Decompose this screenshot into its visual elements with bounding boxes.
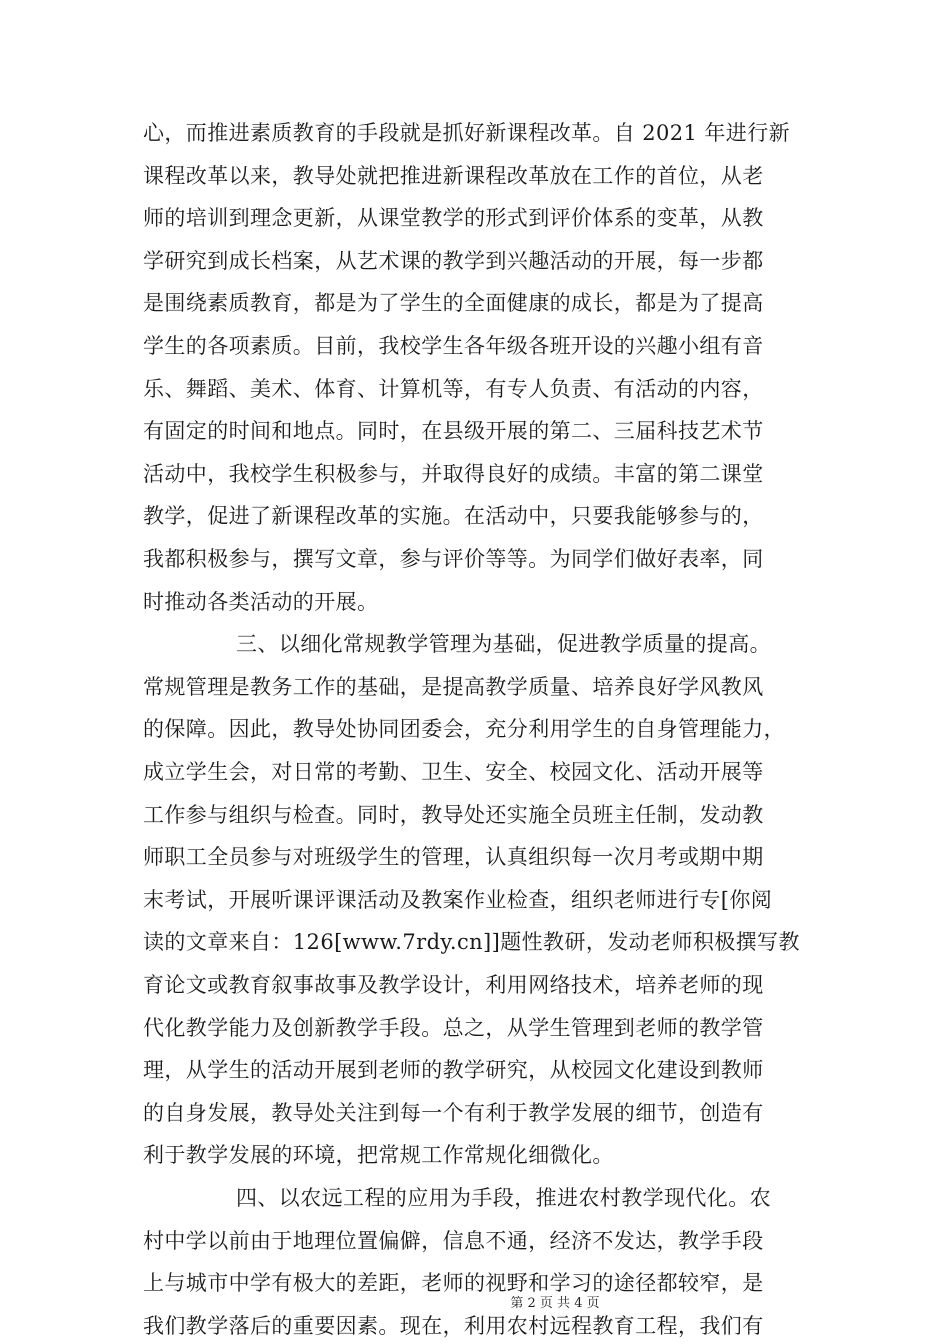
text-line: 的自身发展，教导处关注到每一个有利于教学发展的细节，创造有 [143,1100,764,1125]
text-line: 村中学以前由于地理位置偏僻，信息不通，经济不发达，教学手段 [143,1228,764,1253]
text-line: 心，而推进素质教育的手段就是抓好新课程改革。自 2021 年进行新 [143,121,790,145]
text-line: 课程改革以来，教导处就把推进新课程改革放在工作的首位，从老 [143,163,764,188]
text-line: 育论文或教育叙事故事及教学设计，利用网络技术，培养老师的现 [143,973,764,997]
text-line: 上与城市中学有极大的差距，老师的视野和学习的途径都较窄，是 [143,1271,764,1296]
text-line: 活动中，我校学生积极参与，并取得良好的成绩。丰富的第二课堂 [143,461,764,486]
text-line: 学研究到成长档案，从艺术课的教学到兴趣活动的开展，每一步都 [143,248,764,273]
text-line: 利于教学发展的环境，把常规工作常规化细微化。 [143,1143,614,1168]
text-line: 代化教学能力及创新教学手段。总之，从学生管理到老师的教学管 [143,1015,764,1040]
page-number-footer: 第 2 页 共 4 页 [510,1296,600,1311]
text-line: 成立学生会，对日常的考勤、卫生、安全、校园文化、活动开展等 [143,760,764,784]
text-line: 师的培训到理念更新，从课堂教学的形式到评价体系的变革，从教 [143,206,764,231]
text-line: 学生的各项素质。目前，我校学生各年级各班开设的兴趣小组有音 [143,334,764,358]
text-line: 我们教学落后的重要因素。现在，利用农村远程教育工程，我们有 [143,1313,764,1338]
text-line: 乐、舞蹈、美术、体育、计算机等，有专人负责、有活动的内容， [143,376,764,401]
section-heading: 三、以细化常规教学管理为基础，促进教学质量的提高。 [236,632,771,657]
text-line: 理，从学生的活动开展到老师的教学研究，从校园文化建设到教师 [143,1058,764,1083]
text-line: 读的文章来自：126[www.7rdy.cn]]题性教研，发动老师积极撰写教 [143,930,800,955]
text-line: 有固定的时间和地点。同时，在县级开展的第二、三届科技艺术节 [143,419,764,444]
section-heading: 四、以农远工程的应用为手段，推进农村教学现代化。农 [236,1186,771,1210]
text-line: 师职工全员参与对班级学生的管理，认真组织每一次月考或期中期 [143,845,764,870]
text-line: 是围绕素质教育，都是为了学生的全面健康的成长，都是为了提高 [143,291,764,316]
text-line: 末考试，开展听课评课活动及教案作业检查，组织老师进行专[你阅 [143,887,773,912]
text-line: 常规管理是教务工作的基础，是提高教学质量、培养良好学风教风 [143,674,764,699]
text-line: 我都积极参与，撰写文章，参与评价等等。为同学们做好表率，同 [143,547,764,571]
text-line: 的保障。因此，教导处协同团委会，充分利用学生的自身管理能力， [143,717,785,742]
text-line: 教学，促进了新课程改革的实施。在活动中，只要我能够参与的， [143,504,764,529]
text-line: 工作参与组织与检查。同时，教导处还实施全员班主任制，发动教 [143,802,764,827]
text-line: 时推动各类活动的开展。 [143,589,379,614]
